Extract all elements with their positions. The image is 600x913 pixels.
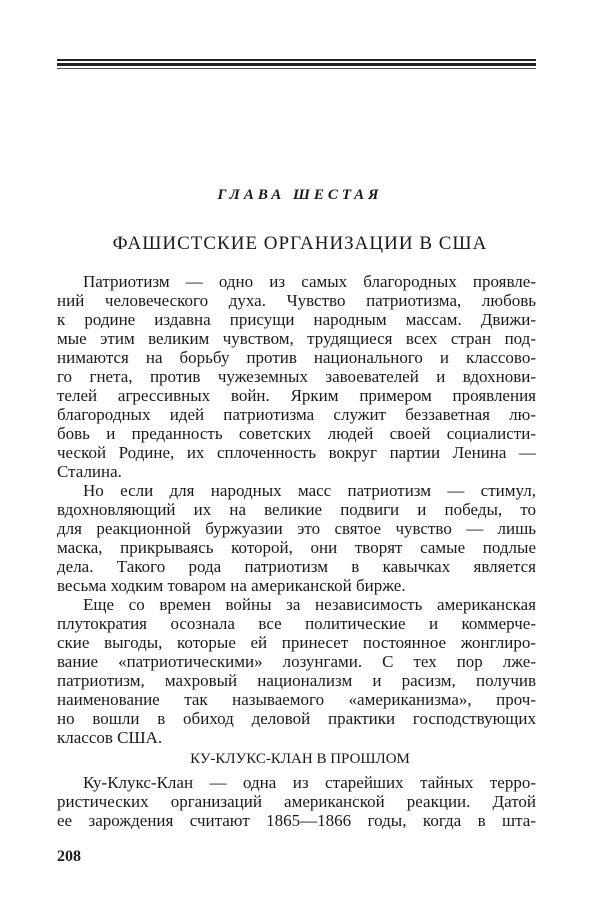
text-line: классов США.	[57, 728, 163, 747]
text-line: ческой Родине, их сплоченность вокруг партии Ленина —	[57, 443, 536, 462]
text-line: ее зарождения считают 1865—1866 годы, когда в шта-	[57, 811, 536, 830]
paragraph	[57, 272, 536, 481]
text-line: нимаются на борьбу против национального и классово-	[57, 348, 536, 367]
chapter-title: ФАШИСТСКИЕ ОРГАНИЗАЦИИ В США	[112, 233, 488, 254]
text-line: маска, прикрываясь которой, они творят самые подлые	[57, 538, 536, 557]
text-line: телей агрессивных войн. Ярким примером проявления	[57, 386, 536, 405]
text-line: патриотизм, махровый национализм и расизм, получив	[57, 671, 536, 690]
text-line: благородных идей патриотизма служит беззаветная лю-	[57, 405, 536, 424]
chapter-label: ГЛАВА ШЕСТАЯ	[217, 187, 383, 203]
text-line: наименование так называемого «американизма», проч-	[57, 690, 536, 709]
section-heading: КУ-КЛУКС-КЛАН В ПРОШЛОМ	[190, 751, 410, 767]
text-line: мые этим великим чувством, трудящиеся всех стран под-	[57, 329, 536, 348]
text-line: Ку-Клукс-Клан — одна из старейших тайных терро-	[83, 773, 536, 792]
text-line: Патриотизм — одно из самых благородных проявле-	[83, 272, 536, 291]
header-rule	[57, 59, 536, 61]
text-line: ские выгоды, которые ей принесет постоянное жонглиро-	[57, 633, 536, 652]
paragraph	[57, 595, 536, 747]
text-line: вание «патриотическими» лозунгами. С тех пор лже-	[57, 652, 536, 671]
text-line: Сталина.	[57, 462, 122, 481]
text-line: к родине издавна присущи народным массам. Движи-	[57, 310, 536, 329]
header-rule	[57, 68, 536, 69]
text-line: для реакционной буржуазии это святое чувство — лишь	[57, 519, 536, 538]
header-rule	[57, 63, 536, 66]
page-number: 208	[57, 848, 81, 865]
text-line: плутократия осознала все политические и коммерче-	[57, 614, 536, 633]
paragraph	[57, 481, 536, 595]
text-line: Но если для народных масс патриотизм — стимул,	[83, 481, 536, 500]
text-line: весьма ходким товаром на американской бирже.	[57, 576, 406, 595]
text-line: го гнета, против чужеземных завоевателей и вдохнови-	[57, 367, 536, 386]
text-line: вдохновляющий их на великие подвиги и победы, то	[57, 500, 536, 519]
text-line: ний человеческого духа. Чувство патриотизма, любовь	[57, 291, 536, 310]
text-line: дела. Такого рода патриотизм в кавычках является	[57, 557, 536, 576]
text-line: Еще со времен войны за независимость американская	[83, 595, 536, 614]
text-line: бовь и преданность советских людей своей социалисти-	[57, 424, 536, 443]
paragraph	[57, 773, 536, 830]
text-line: но вошли в обиход деловой практики господствующих	[57, 709, 536, 728]
text-line: ристических организаций американской реакции. Датой	[57, 792, 536, 811]
